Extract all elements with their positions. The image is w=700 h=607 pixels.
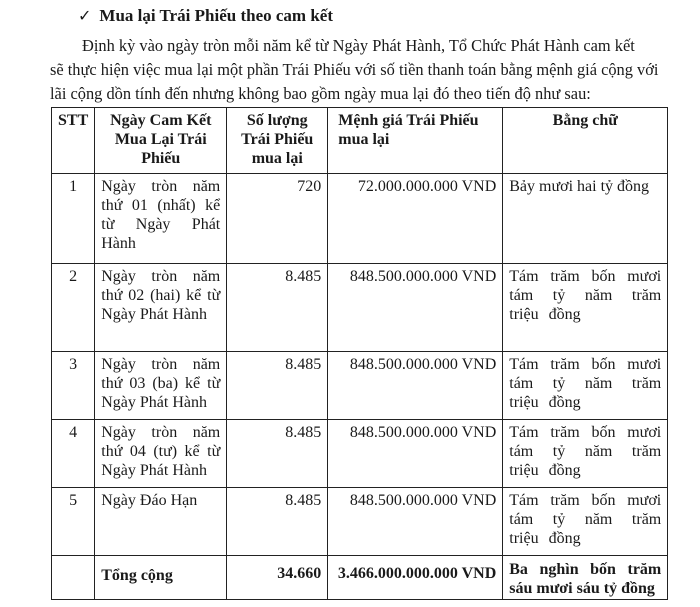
row-stt: 5	[52, 488, 95, 556]
table-row	[52, 174, 668, 264]
checkmark-icon: ✓	[78, 8, 92, 25]
row-quantity: 8.485	[227, 420, 328, 488]
section-title: Mua lại Trái Phiếu theo cam kết	[99, 6, 333, 25]
row-date: Ngày tròn năm thứ 04 (tư) kể từ Ngày Phát Hành	[95, 420, 227, 488]
header-par-value: Mệnh giá Trái Phiếu mua lại	[328, 108, 503, 174]
row-stt: 2	[52, 264, 95, 352]
table-row	[52, 488, 668, 556]
total-in-words: Ba nghìn bốn trăm sáu mươi sáu tỷ đồng	[503, 556, 668, 600]
row-quantity: 720	[227, 174, 328, 264]
total-par-value: 3.466.000.000.000 VND	[328, 556, 503, 600]
paragraph-line-3: lãi cộng dồn tính đến nhưng không bao gồm ngày mua lại đó theo tiến độ như sau:	[50, 84, 591, 103]
table-total-row	[52, 556, 668, 600]
row-par-value: 848.500.000.000 VND	[328, 352, 503, 420]
row-quantity: 8.485	[227, 264, 328, 352]
header-in-words: Bằng chữ	[503, 108, 668, 174]
header-stt: STT	[52, 108, 95, 174]
row-stt: 3	[52, 352, 95, 420]
intro-paragraph	[50, 34, 660, 106]
row-in-words: Tám trăm bốn mươi tám tỷ năm trăm triệu đồng	[503, 264, 668, 352]
total-quantity: 34.660	[227, 556, 328, 600]
row-date: Ngày Đáo Hạn	[95, 488, 227, 556]
header-quantity: Số lượng Trái Phiếu mua lại	[227, 108, 328, 174]
row-stt: 1	[52, 174, 95, 264]
repurchase-schedule-table	[51, 107, 668, 600]
total-stt-empty	[52, 556, 95, 600]
paragraph-line-1: Định kỳ vào ngày tròn mỗi năm kể từ Ngày Phát Hành, Tổ Chức Phát Hành cam kết	[82, 36, 635, 55]
total-label: Tổng cộng	[95, 556, 227, 600]
paragraph-line-2: sẽ thực hiện việc mua lại một phần Trái Phiếu với số tiền thanh toán bằng mệnh giá cộng với	[50, 60, 659, 79]
section-heading	[78, 6, 333, 26]
row-quantity: 8.485	[227, 352, 328, 420]
row-stt: 4	[52, 420, 95, 488]
row-par-value: 848.500.000.000 VND	[328, 488, 503, 556]
table-row	[52, 264, 668, 352]
row-par-value: 848.500.000.000 VND	[328, 264, 503, 352]
row-date: Ngày tròn năm thứ 02 (hai) kể từ Ngày Phát Hành	[95, 264, 227, 352]
table-header-row	[52, 108, 668, 174]
table-row	[52, 420, 668, 488]
table-row	[52, 352, 668, 420]
row-in-words: Tám trăm bốn mươi tám tỷ năm trăm triệu đồng	[503, 420, 668, 488]
header-date: Ngày Cam Kết Mua Lại Trái Phiếu	[95, 108, 227, 174]
row-in-words: Tám trăm bốn mươi tám tỷ năm trăm triệu đồng	[503, 352, 668, 420]
row-par-value: 72.000.000.000 VND	[328, 174, 503, 264]
row-date: Ngày tròn năm thứ 03 (ba) kể từ Ngày Phát Hành	[95, 352, 227, 420]
row-par-value: 848.500.000.000 VND	[328, 420, 503, 488]
row-quantity: 8.485	[227, 488, 328, 556]
row-date: Ngày tròn năm thứ 01 (nhất) kể từ Ngày Phát Hành	[95, 174, 227, 264]
row-in-words: Bảy mươi hai tỷ đồng	[503, 174, 668, 264]
row-in-words: Tám trăm bốn mươi tám tỷ năm trăm triệu đồng	[503, 488, 668, 556]
